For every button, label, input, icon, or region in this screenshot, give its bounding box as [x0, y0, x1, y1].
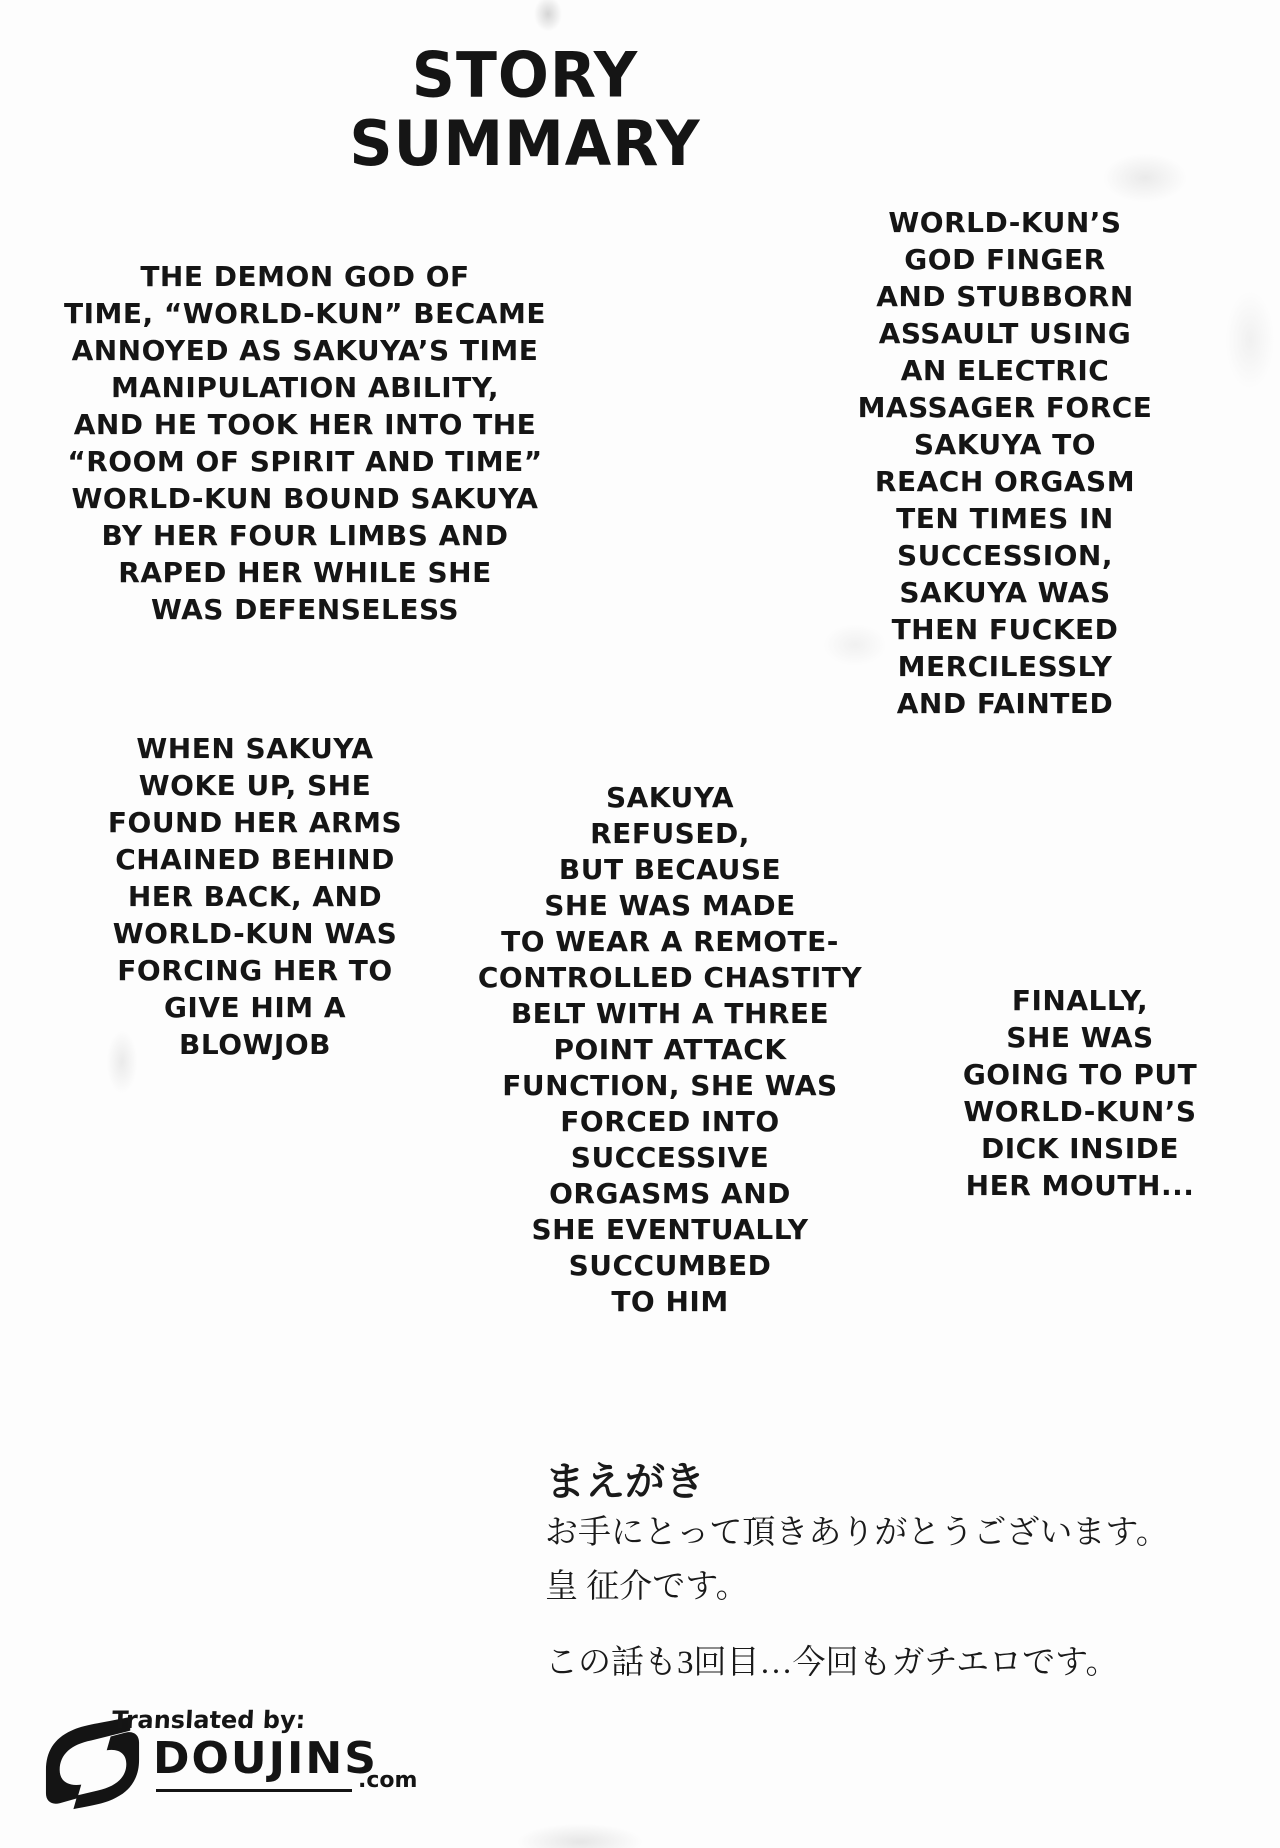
summary-paragraph-middle-right: FINALLY, SHE WAS GOING TO PUT WORLD-KUN’S DICK INSIDE HER MOUTH...: [962, 984, 1198, 1202]
summary-paragraph-middle-left: WHEN SAKUYA WOKE UP, SHE FOUND HER ARMS CHAINED BEHIND HER BACK, AND WORLD-KUN WAS FORCING HER TO GIVE HIM A BLOWJOB: [107, 732, 403, 1061]
afterword-line-note: この話も3回目…今回もガチエロです。: [545, 1645, 1119, 1681]
afterword-heading: まえがき: [545, 1459, 705, 1504]
dotcom-label: .com: [358, 1768, 418, 1793]
brand-underline: [156, 1789, 352, 1792]
afterword-line-thanks: お手にとって頂きありがとうございます。: [545, 1515, 1169, 1551]
translator-credit: [40, 1700, 418, 1835]
summary-paragraph-middle-center: SAKUYA REFUSED, BUT BECAUSE SHE WAS MADE TO WEAR A REMOTE- CONTROLLED CHASTITY BELT WITH A THREE POINT ATTACK FUNCTION, SHE WAS FORCED INTO SUCCESSIVE ORGASMS AND SHE EVENTUALLY SUCCUMBED TO HIM: [477, 781, 863, 1318]
summary-paragraph-top-left: THE DEMON GOD OF TIME, “WORLD-KUN” BECAME ANNOYED AS SAKUYA’S TIME MANIPULATION ABILITY, AND HE TOOK HER INTO THE “ROOM OF SPIRIT AND TIME” WORLD-KUN BOUND SAKUYA BY HER FOUR LIMBS AND RAPED HER WHILE SHE WAS DEFENSELESS: [64, 260, 546, 626]
afterword-line-author: 皇 征介です。: [545, 1569, 749, 1605]
translated-by-label: Translated by:: [111, 1706, 306, 1734]
summary-paragraph-top-right: WORLD-KUN’S GOD FINGER AND STUBBORN ASSAULT USING AN ELECTRIC MASSAGER FORCE SAKUYA TO REACH ORGASM TEN TIMES IN SUCCESSION, SAKUYA WAS THEN FUCKED MERCILESSLY AND FAINTED: [857, 206, 1153, 720]
doujins-brand-label: DOUJINS: [153, 1733, 378, 1784]
page-title: STORY SUMMARY: [349, 39, 701, 181]
afterword-section: [545, 1458, 1169, 1690]
